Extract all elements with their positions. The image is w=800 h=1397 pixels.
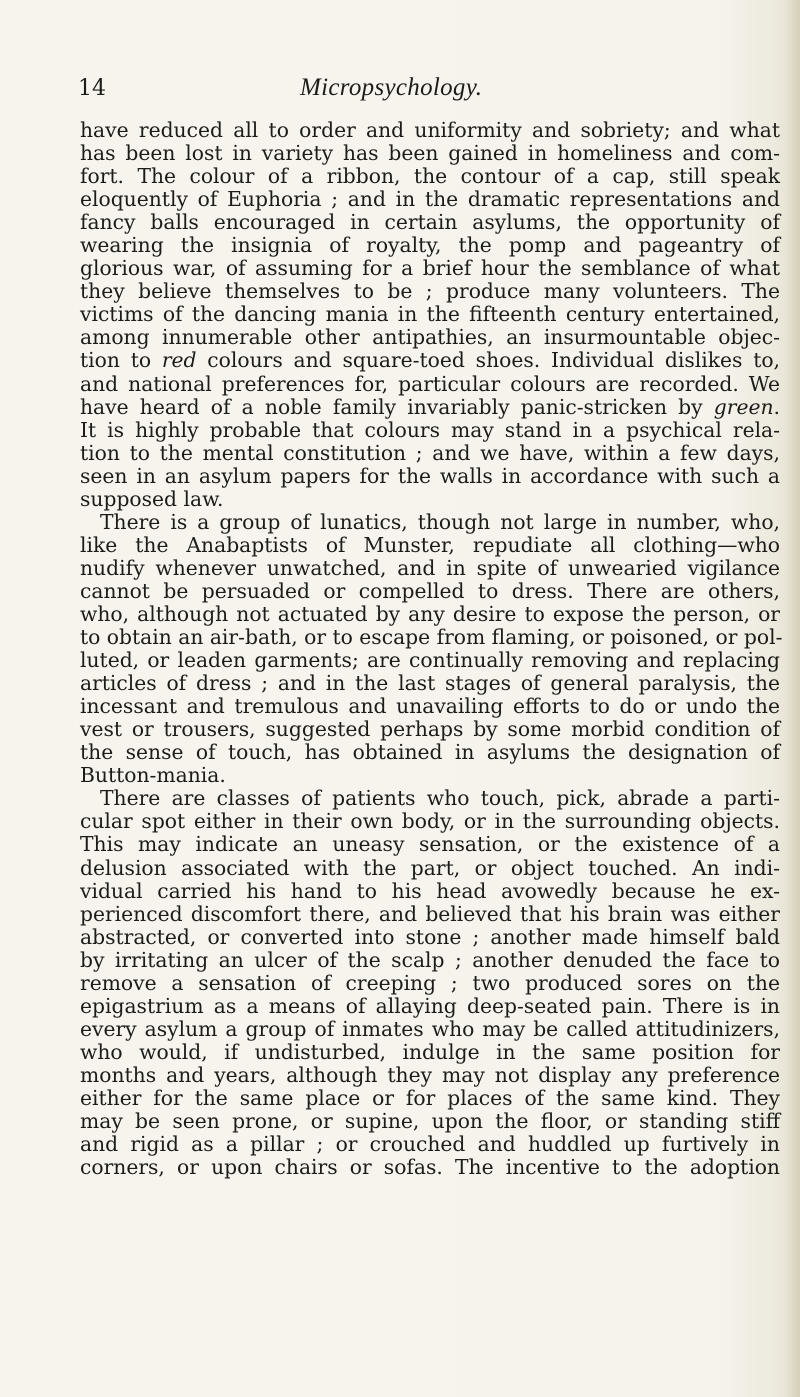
text-line: who would, if undisturbed, indulge in the same position for <box>80 1039 780 1064</box>
text-line: like the Anabaptists of Munster, repudiate all clothing—who <box>80 532 780 557</box>
text-line: months and years, although they may not display any preference <box>80 1062 780 1087</box>
text-line: fort. The colour of a ribbon, the contour of a cap, still speak <box>80 164 780 189</box>
text-line: victims of the dancing mania in the fifteenth century entertained, <box>80 302 780 327</box>
text-line: tion to red colours and square-toed shoes. Individual dislikes to, <box>80 348 781 373</box>
text-line: corners, or upon chairs or sofas. The incentive to the adoption <box>80 1155 780 1180</box>
text-line: who, although not actuated by any desire to expose the person, or <box>80 601 780 626</box>
page-header <box>0 70 800 110</box>
text-line: every asylum a group of inmates who may be called attitudinizers, <box>80 1016 780 1041</box>
text-line: by irritating an ulcer of the scalp ; another denuded the face to <box>80 947 780 972</box>
text-line: vest or trousers, suggested perhaps by some morbid condition of <box>80 717 780 742</box>
text-line: eloquently of Euphoria ; and in the dramatic representations and <box>80 187 780 212</box>
text-line: articles of dress ; and in the last stages of general paralysis, the <box>80 671 780 696</box>
text-line: cannot be persuaded or compelled to dress. There are others, <box>80 578 780 603</box>
text-line: seen in an asylum papers for the walls in accordance with such a <box>80 463 780 488</box>
running-title: Micropsychology. <box>300 74 483 101</box>
text-line: There are classes of patients who touch, pick, abrade a parti- <box>100 786 780 811</box>
text-line: Button-mania. <box>80 763 226 788</box>
page-edge-shadow <box>786 0 800 1397</box>
text-line: perienced discomfort there, and believed that his brain was either <box>80 901 780 926</box>
text-line: delusion associated with the part, or object touched. An indi- <box>80 855 780 880</box>
text-line: abstracted, or converted into stone ; another made himself bald <box>80 924 780 949</box>
text-line: and national preferences for, particular colours are recorded. We <box>80 371 780 396</box>
text-line: either for the same place or for places of the same kind. They <box>80 1085 780 1110</box>
page-number: 14 <box>78 76 106 101</box>
text-line: This may indicate an uneasy sensation, or the existence of a <box>80 832 780 857</box>
text-line: the sense of touch, has obtained in asylums the designation of <box>80 740 780 765</box>
text-line: they believe themselves to be ; produce many volunteers. The <box>80 279 780 304</box>
text-line: luted, or leaden garments; are continually removing and replacing <box>80 648 780 673</box>
text-line: and rigid as a pillar ; or crouched and huddled up furtively in <box>80 1132 780 1157</box>
text-line: There is a group of lunatics, though not large in number, who, <box>100 509 780 534</box>
text-line: incessant and tremulous and unavailing efforts to do or undo the <box>80 694 780 719</box>
text-line: have reduced all to order and uniformity and sobriety; and what <box>80 118 780 142</box>
text-line: wearing the insignia of royalty, the pomp and pageantry of <box>80 233 780 258</box>
text-line: glorious war, of assuming for a brief hour the semblance of what <box>80 256 780 281</box>
text-line: may be seen prone, or supine, upon the floor, or standing stiff <box>80 1109 780 1134</box>
text-line: remove a sensation of creeping ; two produced sores on the <box>80 970 780 995</box>
text-line: have heard of a noble family invariably panic-stricken by green. <box>80 394 780 419</box>
text-line: fancy balls encouraged in certain asylums, the opportunity of <box>80 210 780 235</box>
text-line: nudify whenever unwatched, and in spite of unwearied vigilance <box>80 555 780 580</box>
text-line: to obtain an air-bath, or to escape from flaming, or poisoned, or pol- <box>80 625 783 650</box>
text-line: cular spot either in their own body, or in the surrounding objects. <box>80 809 780 834</box>
text-line: It is highly probable that colours may stand in a psychical rela- <box>80 417 780 442</box>
text-line: among innumerable other antipathies, an insurmountable objec- <box>80 325 780 350</box>
text-line: epigastrium as a means of allaying deep-seated pain. There is in <box>80 993 780 1018</box>
body-text <box>80 118 783 1180</box>
text-line: supposed law. <box>80 486 224 511</box>
text-line: tion to the mental constitution ; and we have, within a few days, <box>80 440 780 465</box>
text-line: vidual carried his hand to his head avowedly because he ex- <box>80 878 780 903</box>
text-line: has been lost in variety has been gained in homeliness and com- <box>80 141 780 166</box>
